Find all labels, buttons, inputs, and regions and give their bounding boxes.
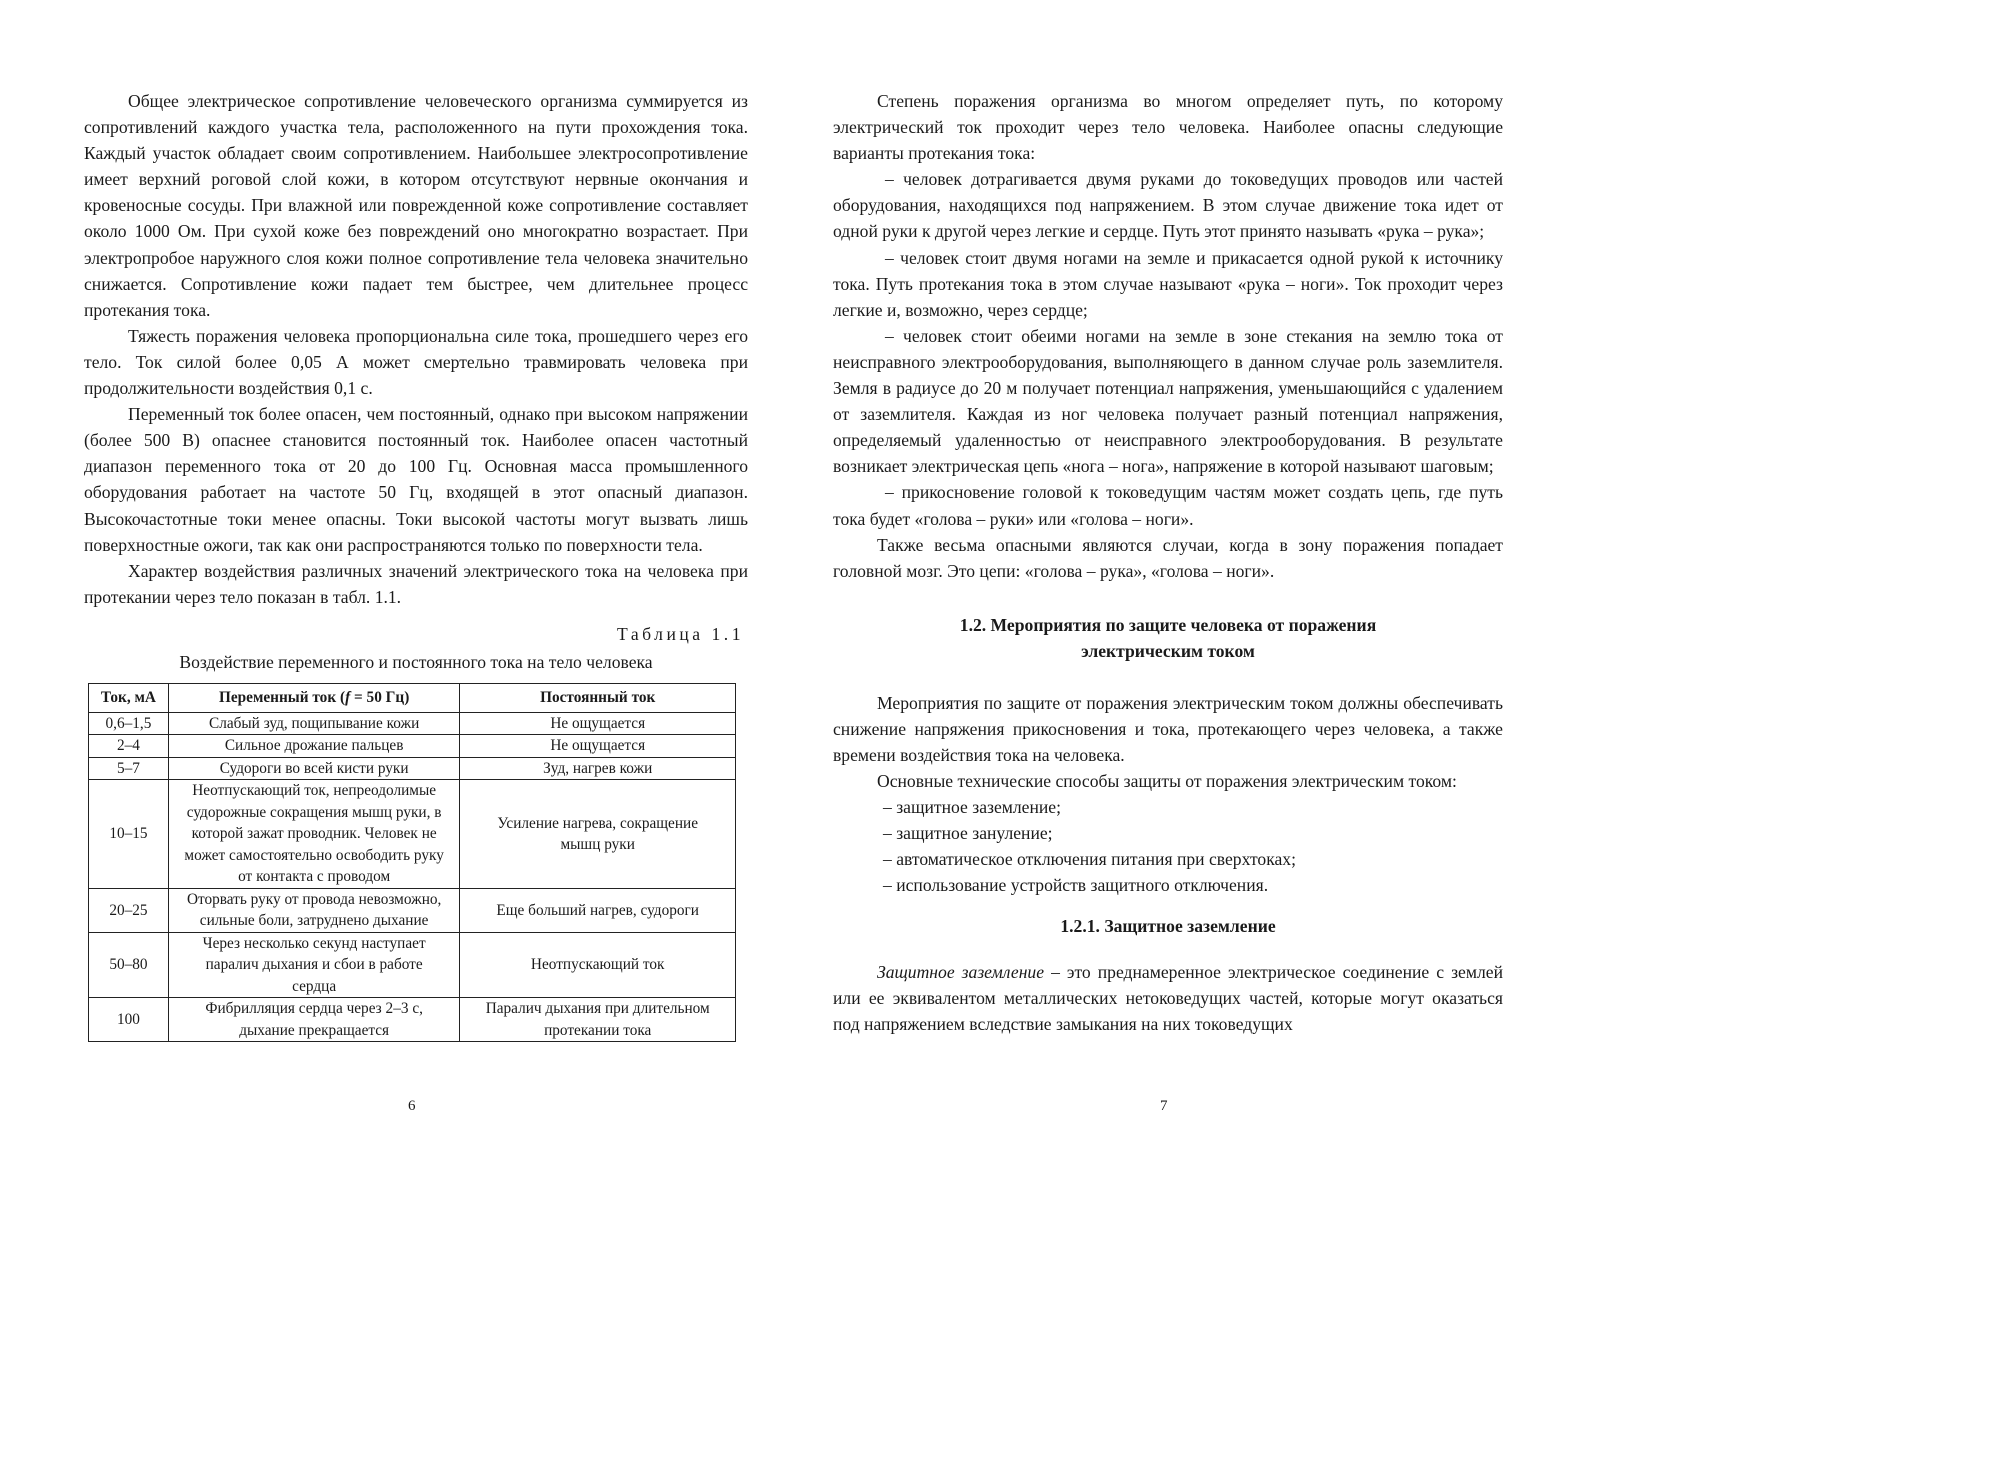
header-ac — [168, 683, 460, 712]
table-row — [89, 998, 736, 1042]
header-ac-prefix: Переменный ток ( — [218, 689, 346, 707]
cell-ac: Сильное дрожание пальцев — [168, 735, 460, 758]
paragraph-resistance: Общее электрическое сопротивление человеческого организма суммируется из сопротивлений каждого участка тела, расположенного на пути прохождения тока. Каждый участок обладает своим сопротивлением. Наибольшее электросопротивление имеет верхний роговой слой кожи, в котором отсутствуют нервные окончания и кровеносные сосуды. При влажной или поврежденной коже сопротивление составляет около 1000 Ом. При сухой коже без повреждений оно многократно возрастает. При электропробое наружного слоя кожи полное сопротивление тела человека значительно снижается. Сопротивление кожи падает тем быстрее, чем длительнее процесс протекания тока. — [84, 91, 748, 320]
path-item-head: – прикосновение головой к токоведущим частям может создать цепь, где путь тока будет «голова – руки» или «голова – ноги». — [833, 482, 1503, 529]
table-row — [89, 932, 736, 998]
page-number-left: 6 — [408, 1098, 416, 1114]
paragraph-definition — [833, 959, 1503, 1037]
subsection-heading: 1.2.1. Защитное заземление — [1060, 915, 1276, 936]
path-item-step-voltage: – человек стоит обеими ногами на земле в зоне стекания на землю тока от неисправного электрооборудования, выполняющего в данном случае роль заземлителя. Земля в радиусе до 20 м получает потенциал напряжения, уменьшающийся с удалением от заземлителя. Каждая из ног человека получает разный потенциал напряжения, определяемый удаленностью от неисправного электрооборудования. В результате возникает электрическая цепь «нога – нога», напряжение в которой называют шаговым; — [833, 325, 1503, 477]
section-heading-line2: электрическим током — [1081, 640, 1255, 661]
cell-ac: Оторвать руку от провода невозможно, сильные боли, затруднено дыхание — [168, 888, 460, 932]
table-header-row — [89, 683, 736, 712]
cell-dc: Усиление нагрева, сокращение мышц руки — [460, 780, 736, 889]
cell-dc: Неотпускающий ток — [460, 932, 736, 998]
cell-current: 20–25 — [89, 888, 169, 932]
left-page — [84, 88, 748, 1042]
cell-ac: Фибрилляция сердца через 2–3 с, дыхание прекращается — [168, 998, 460, 1042]
paragraph-measures: Мероприятия по защите от поражения электрическим током должны обеспечивать снижение напряжения прикосновения и тока, протекающего через человека, а также времени воздействия тока на человека. — [833, 692, 1503, 765]
header-dc: Постоянный ток — [460, 683, 736, 712]
paragraph-table-ref: Характер воздействия различных значений электрического тока на человека при протекании через тело показан в табл. 1.1. — [84, 560, 748, 607]
method-item: – защитное заземление; — [883, 797, 1062, 818]
cell-ac: Неотпускающий ток, непреодолимые судорожные сокращения мышц руки, в которой зажат проводник. Человек не может самостоятельно освободить руку от контакта с проводом — [168, 780, 460, 889]
cell-ac: Судороги во всей кисти руки — [168, 757, 460, 780]
cell-current: 100 — [89, 998, 169, 1042]
table-row — [89, 735, 736, 758]
section-heading — [833, 612, 1503, 664]
cell-dc: Не ощущается — [460, 712, 736, 735]
current-effects-table — [88, 683, 736, 1043]
paragraph-ac-dc: Переменный ток более опасен, чем постоянный, однако при высоком напряжении (более 500 В) опаснее становится постоянный ток. Наиболее опасен частотный диапазон переменного тока от 20 до 100 Гц. Основная масса промышленного оборудования работает на частоте 50 Гц, входящей в этот опасный диапазон. Высокочастотные токи менее опасны. Токи высокой частоты могут вызвать лишь поверхностные ожоги, так как они распространяются только по поверхности тела. — [84, 404, 748, 555]
cell-dc: Зуд, нагрев кожи — [460, 757, 736, 780]
paragraph-severity: Тяжесть поражения человека пропорциональна силе тока, прошедшего через его тело. Ток силой более 0,05 А может смертельно травмировать человека при продолжительности воздействия 0,1 с. — [84, 325, 748, 399]
table-row — [89, 888, 736, 932]
table-caption: Таблица 1.1 — [617, 623, 744, 644]
paragraph-brain: Также весьма опасными являются случаи, когда в зону поражения попадает головной мозг. Это цепи: «голова – рука», «голова – ноги». — [833, 534, 1503, 581]
table-row — [89, 780, 736, 889]
cell-current: 2–4 — [89, 735, 169, 758]
table-title: Воздействие переменного и постоянного тока на тело человека — [179, 651, 653, 672]
table-row — [89, 757, 736, 780]
path-item-hand-legs: – человек стоит двумя ногами на земле и прикасается одной рукой к источнику тока. Путь протекания тока в этом случае называют «рука – ноги». Ток проходит через легкие и, возможно, через сердце; — [833, 247, 1503, 320]
cell-ac: Через несколько секунд наступает паралич дыхания и сбои в работе сердца — [168, 932, 460, 998]
paragraph-path-intro: Степень поражения организма во многом определяет путь, по которому электрический ток проходит через тело человека. Наиболее опасны следующие варианты протекания тока: — [833, 91, 1503, 164]
header-ac-suffix: = 50 Гц) — [350, 689, 410, 707]
cell-current: 0,6–1,5 — [89, 712, 169, 735]
cell-dc: Не ощущается — [460, 735, 736, 758]
path-item-hand-hand: – человек дотрагивается двумя руками до токоведущих проводов или частей оборудования, находящихся под напряжением. В этом случае движение тока идет от одной руки к другой через легкие и сердце. Путь этот принято называть «рука – рука»; — [833, 169, 1503, 242]
cell-current: 5–7 — [89, 757, 169, 780]
definition-term: Защитное заземление — [877, 961, 1045, 982]
cell-dc: Еще больший нагрев, судороги — [460, 888, 736, 932]
header-current: Ток, мА — [89, 683, 169, 712]
right-page — [833, 88, 1503, 1037]
method-item: – использование устройств защитного отключения. — [883, 875, 1269, 896]
section-heading-line1: 1.2. Мероприятия по защите человека от поражения — [959, 614, 1377, 635]
method-item: – защитное зануление; — [883, 823, 1053, 844]
cell-ac: Слабый зуд, пощипывание кожи — [168, 712, 460, 735]
table-row — [89, 712, 736, 735]
definition-text: – это преднамеренное электрическое соединение с землей или ее эквивалентом металлических нетоковедущих частей, которые могут оказаться под напряжением вследствие замыкания на них токоведущих — [833, 961, 1503, 1034]
header-ac-frequency-symbol: f — [345, 689, 351, 707]
method-item: – автоматическое отключения питания при сверхтоках; — [883, 849, 1296, 870]
cell-current: 50–80 — [89, 932, 169, 998]
paragraph-methods-intro: Основные технические способы защиты от поражения электрическим током: — [877, 771, 1457, 792]
page-number-right: 7 — [1160, 1098, 1168, 1114]
cell-current: 10–15 — [89, 780, 169, 889]
cell-dc: Паралич дыхания при длительном протекании тока — [460, 998, 736, 1042]
